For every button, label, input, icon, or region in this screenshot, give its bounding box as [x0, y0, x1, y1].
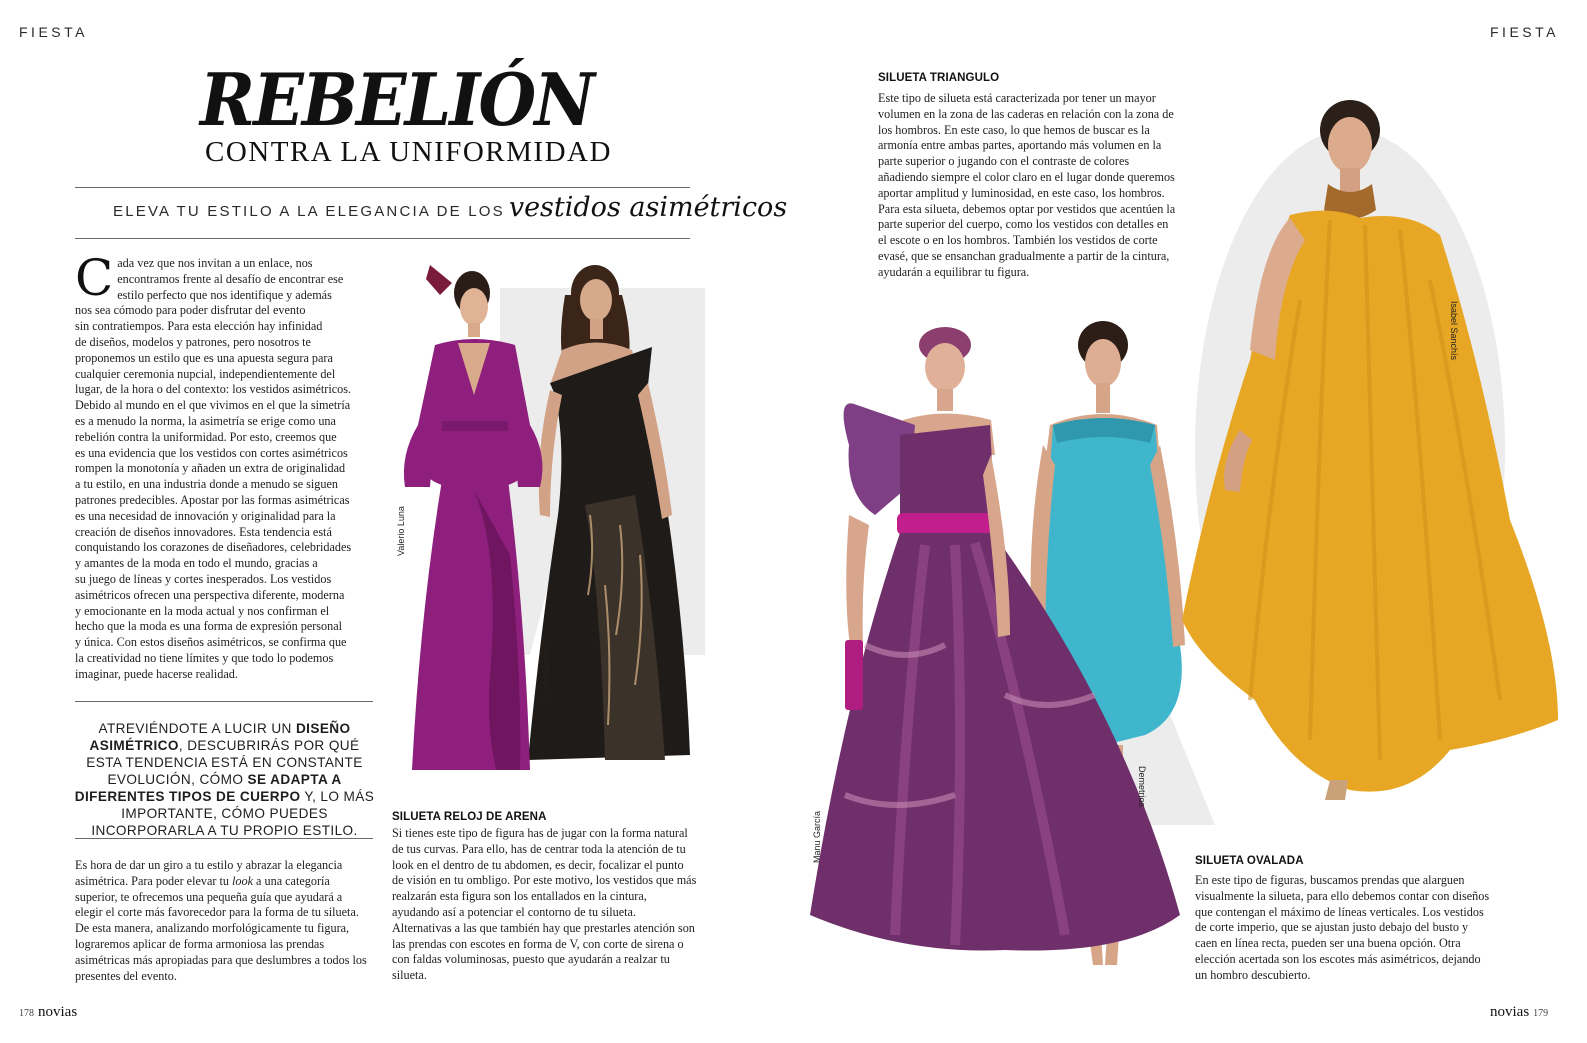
kicker-script: vestidos asimétricos	[508, 192, 788, 223]
intro-line: conquistando los corazones de diseñadores, celebridades	[75, 540, 352, 555]
intro-line: estilo perfecto que nos identifique y además	[117, 287, 332, 302]
divider	[75, 701, 373, 702]
intro-line: encontramos frente al desafío de encontrar ese	[117, 271, 344, 286]
intro-line: y única. Con estos diseños asimétricos, se confirma que	[75, 635, 347, 650]
intro-line: es una necesidad de innovación y originalidad para la	[75, 508, 336, 523]
intro-line: proponemos un estilo que es una apuesta segura para	[75, 350, 333, 365]
footer-right	[1490, 1003, 1548, 1021]
intro-line: es a menudo la norma, la asimetría se erige como una	[75, 413, 336, 428]
intro-line: sin contratiempos. Para esta elección hay infinidad	[75, 319, 323, 334]
kicker	[113, 192, 787, 223]
guide-text-part: a una categoría superior, te ofrecemos una pequeña guía que ayudará a elegir el corte más favorecedor para la forma de tu silueta. De esta manera, analizando morfológicamente tu figura, lograremos aplicar de forma armoniosa las prendas asimétricas más apropiadas para que deslumbres a todos los presentes del evento.	[75, 873, 367, 983]
page-number-right: 179	[1533, 1008, 1549, 1019]
pull-quote	[72, 720, 377, 839]
page-number-left: 178	[19, 1008, 34, 1019]
intro-line: y emocionante en la moda actual y nos confirman el	[75, 603, 330, 618]
pull-quote-bold: DISEÑO ASIMÉTRICO	[89, 721, 351, 753]
intro-line: a tu estilo, en una industria donde a menudo se siguen	[75, 477, 338, 492]
intro-line: rebelión contra la uniformidad. Por esto, creemos que	[75, 429, 337, 444]
intro-line: patrones predecibles. Apostar por las formas asimétricas	[75, 492, 350, 507]
text-ovalada: En este tipo de figuras, buscamos prendas que alarguen visualmente la silueta, para ello debemos contar con diseños que contengan el máximo de líneas verticales. Los vestidos de corte imperio, que se ajustan justo debajo del busto y caen en línea recta, pueden ser una buena opción. Otra elección acertada son los escotes más asimétricos, dejando un hombro descubierto.	[1195, 873, 1490, 982]
intro-line: imaginar, puede hacerse realidad.	[75, 666, 238, 681]
intro-line: creación de diseños innovadores. Esta tendencia está	[75, 524, 332, 539]
credit-manu: Manu García	[812, 810, 822, 863]
text-triangulo: Este tipo de silueta está caracterizada por tener un mayor volumen en la zona de las caderas en relación con la zona de los hombros. En este caso, lo que hemos de buscar es la armonía entre ambas partes, aportando más volumen en la parte superior o jugando con el contraste de colores añadiendo siempre el color claro en el lugar donde queremos aportar amplitud y luminosidad, en este caso, los hombros. Para esta silueta, debemos optar por vestidos que acentúen la parte superior del cuerpo, como los vestidos con detalles en el escote o en los hombros. También los vestidos de corte evasé, que se ensanchan gradualmente a partir de la cintura, ayudarán a equilibrar tu figura.	[878, 91, 1176, 279]
intro-line: rompen la monotonía y añaden un extra de originalidad	[75, 461, 346, 476]
intro-line: hecho que la moda es una forma de expresión personal	[75, 619, 343, 634]
pull-quote-bold: SE ADAPTA A DIFERENTES TIPOS DE CUERPO	[74, 772, 342, 804]
intro-line: nos sea cómodo para poder disfrutar del evento	[75, 303, 306, 318]
page-subtitle: CONTRA LA UNIFORMIDAD	[205, 136, 612, 168]
credit-valerio: Valerio Luna	[396, 506, 406, 556]
intro-text	[75, 249, 375, 683]
divider	[75, 238, 690, 239]
heading-triangulo: SILUETA TRIANGULO	[878, 72, 1000, 84]
guide-text-part: Es hora de dar un giro a tu estilo y abrazar la elegancia asimétrica. Para poder elevar tu	[75, 858, 343, 888]
section-label-right: FIESTA	[1490, 24, 1559, 40]
divider	[75, 187, 690, 188]
intro-line: asimétricos ofrecen una perspectiva diferente, moderna	[75, 587, 345, 602]
intro-lines	[75, 249, 375, 683]
intro-line: ada vez que nos invitan a un enlace, nos	[117, 256, 313, 270]
photo-manu-demetrios	[805, 315, 1200, 980]
heading-ovalada: SILUETA OVALADA	[1195, 855, 1304, 867]
photo-valerio-agnes	[390, 255, 720, 785]
intro-line: Debido al mundo en el que vivimos en el que la simetría	[75, 398, 351, 413]
intro-line: de diseños, modelos y patrones, pero nosotros te	[75, 334, 311, 349]
intro-line: lugar, de la hora o del contexto: los vestidos asimétricos.	[75, 382, 352, 397]
heading-reloj: SILUETA RELOJ DE ARENA	[392, 811, 547, 823]
credit-demetrios: Demetrios	[1137, 766, 1147, 808]
photo-isabel-sanchis	[1180, 100, 1560, 805]
intro-line: la creatividad no tiene límites y que todo lo podemos	[75, 650, 334, 665]
footer-left	[19, 1003, 77, 1021]
brand-right: novias	[1490, 1004, 1530, 1020]
pull-quote-text: ATREVIÉNDOTE A LUCIR UN	[98, 721, 296, 736]
brand-left: novias	[38, 1004, 78, 1020]
kicker-lead: ELEVA TU ESTILO A LA ELEGANCIA DE LOS	[113, 203, 505, 220]
intro-line: cualquier ceremonia nupcial, independientemente del	[75, 366, 336, 381]
intro-line: y amantes de la moda en todo el mundo, gracias a	[75, 556, 318, 571]
credit-agnes: Agnes&Marie	[541, 645, 551, 700]
pull-quote-text: Y, LO MÁS IMPORTANTE, CÓMO PUEDES INCORPORARLA A TU PROPIO ESTILO.	[91, 789, 375, 838]
pull-quote-text: , DESCUBRIRÁS POR QUÉ ESTA TENDENCIA ESTÁ EN CONSTANTE EVOLUCIÓN, CÓMO	[86, 738, 363, 787]
section-label-left: FIESTA	[19, 24, 88, 40]
intro-line: su juego de líneas y cortes inesperados. Los vestidos	[75, 571, 332, 586]
guide-text	[75, 858, 372, 984]
page-title: REBELIÓN	[200, 57, 594, 142]
text-reloj: Si tienes este tipo de figura has de jugar con la forma natural de tus curvas. Para ello, has de centrar toda la atención de tu look en el dentro de tu abdomen, es decir, focalizar el punto de visión en tu ombligo. Por este motivo, los vestidos que más realzarán esta figura son los entallados en la cintura, ayudando así a potenciar el contorno de tu silueta. Alternativas a las que también hay que prestarles atención son las prendas con escotes en forma de V, con corte de sirena o con faldas voluminosas, puesto que ayudarán a realzar tu silueta.	[392, 826, 697, 983]
guide-emphasis: look	[232, 873, 253, 888]
intro-line: es una evidencia que los vestidos con cortes asimétricos	[75, 445, 348, 460]
credit-isabel: Isabel Sanchís	[1449, 301, 1459, 361]
dropcap: C	[75, 249, 114, 307]
divider	[75, 838, 373, 839]
